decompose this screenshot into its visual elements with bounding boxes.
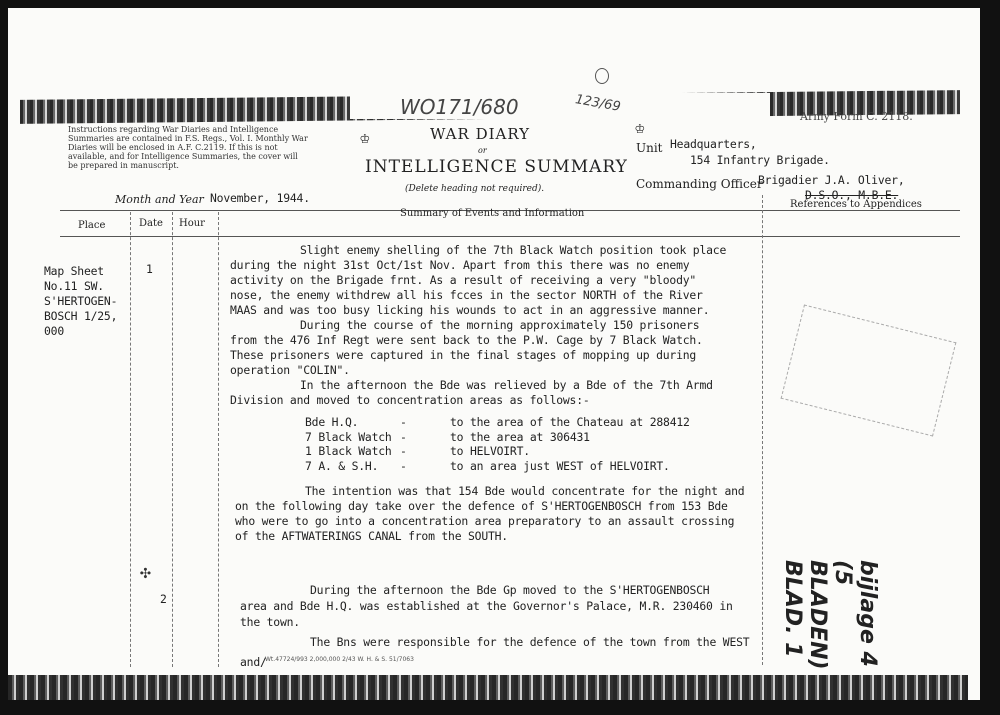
instructions-text: Instructions regarding War Diaries and Intelligence Summaries are contained in F.S. Regs., Vol. I. Monthly War Diaries will be enclosed in A.F. C.2119. If this is not available, and for Intelligence Summaries, the cover will be prepared in manuscript. xyxy=(68,125,308,170)
col-header-references: References to Appendices xyxy=(790,199,922,210)
place-line: Map Sheet xyxy=(44,264,104,278)
col-header-hour: Hour xyxy=(179,218,205,229)
handwritten-number: 123/69 xyxy=(574,92,622,115)
body-line: during the night 31st Oct/1st Nov. Apart from this there was no enemy xyxy=(230,258,690,272)
column-divider xyxy=(130,212,131,667)
body-line: The intention was that 154 Bde would concentrate for the night and xyxy=(305,484,745,498)
body-line: nose, the enemy withdrew all his fcces in the sector NORTH of the River xyxy=(230,288,703,302)
body-line: During the afternoon the Bde Gp moved to the S'HERTOGENBOSCH xyxy=(310,583,710,597)
month-year-label: Month and Year xyxy=(115,193,204,206)
intention-paragraph xyxy=(235,484,765,544)
col-header-date: Date xyxy=(139,218,163,229)
place-line: BOSCH 1/25, xyxy=(44,309,118,323)
bijlage-annotation: bijlage 4 (5 BLADEN) BLAD. 1 xyxy=(780,560,880,670)
body-line: The Bns were responsible for the defence of the town from the WEST xyxy=(310,635,750,649)
body-line: from the 476 Inf Regt were sent back to the P.W. Cage by 7 Black Watch. xyxy=(230,333,703,347)
move-row: 7 A. & S.H. - to an area just WEST of HELVOIRT. xyxy=(305,458,670,473)
place-line: S'HERTOGEN- xyxy=(44,294,118,308)
move-row: 1 Black Watch - to HELVOIRT. xyxy=(305,444,530,458)
header-rule xyxy=(60,236,960,237)
title-war-diary: WAR DIARY xyxy=(430,125,531,143)
body-line: activity on the Brigade frnt. As a result of receiving a very "bloody" xyxy=(230,273,697,287)
col-header-summary: Summary of Events and Information xyxy=(400,208,585,219)
unit-label: Unit xyxy=(636,141,663,155)
footer-print-code: Wt.47724/993 2,000,000 2/43 W. H. & S. 51/7063 xyxy=(265,656,414,663)
unit-value-line2: 154 Infantry Brigade. xyxy=(690,153,830,167)
column-divider xyxy=(218,212,219,667)
body-line: During the course of the morning approximately 150 prisoners xyxy=(300,318,700,332)
body-line: Division and moved to concentration areas as follows:- xyxy=(230,393,590,407)
handwritten-reference: WO171/680 xyxy=(400,95,519,119)
punch-hole-mark xyxy=(595,68,609,84)
body-line: Slight enemy shelling of the 7th Black Watch position took place xyxy=(300,243,727,257)
place-entry xyxy=(44,264,117,339)
move-row: Bde H.Q. - to the area of the Chateau at 288412 xyxy=(305,415,690,429)
delete-note: (Delete heading not required). xyxy=(405,184,545,194)
crest-icon: ♔ xyxy=(635,118,645,137)
army-form-label: Army Form C. 2118. xyxy=(800,110,913,123)
body-line: on the following day take over the defence of S'HERTOGENBOSCH from 153 Bde xyxy=(235,499,728,513)
body-line: and/ xyxy=(240,655,267,669)
month-year-value: November, 1944. xyxy=(210,191,310,205)
place-line: 000 xyxy=(44,324,64,338)
moves-list xyxy=(305,415,690,473)
crest-icon: ♔ xyxy=(360,128,370,147)
move-row: 7 Black Watch - to the area at 306431 xyxy=(305,429,590,444)
col-header-place: Place xyxy=(78,220,106,231)
place-line: No.11 SW. xyxy=(44,279,104,293)
column-divider xyxy=(172,212,173,667)
title-or: or xyxy=(478,146,487,155)
body-line: operation "COLIN". xyxy=(230,363,350,377)
commanding-officer-label: Commanding Officer xyxy=(636,177,763,191)
title-intelligence-summary: INTELLIGENCE SUMMARY xyxy=(365,157,628,177)
date-entry-1: 1 xyxy=(146,262,153,276)
body-line: of the AFTWATERINGS CANAL from the SOUTH. xyxy=(235,529,508,543)
body-line: area and Bde H.Q. was established at the Governor's Palace, M.R. 230460 in xyxy=(240,599,733,613)
unit-value-line1: Headquarters, xyxy=(670,137,757,151)
commanding-officer-value: Brigadier J.A. Oliver, xyxy=(758,173,905,187)
body-line: the town. xyxy=(240,615,300,629)
body-line: who were to go into a concentration area preparatory to an assault crossing xyxy=(235,514,735,528)
body-line: MAAS and was too busy licking his wounds to act in an aggressive manner. xyxy=(230,303,710,317)
commanding-officer-honours: D.S.O., M.B.E. xyxy=(805,188,899,202)
body-line: In the afternoon the Bde was relieved by a Bde of the 7th Armd xyxy=(300,378,713,392)
body-line: These prisoners were captured in the final stages of mopping up during xyxy=(230,348,697,362)
date-entry-2: 2 xyxy=(160,592,167,606)
handwritten-flourish-icon: ✣ xyxy=(140,562,151,583)
diary-body xyxy=(230,243,760,408)
